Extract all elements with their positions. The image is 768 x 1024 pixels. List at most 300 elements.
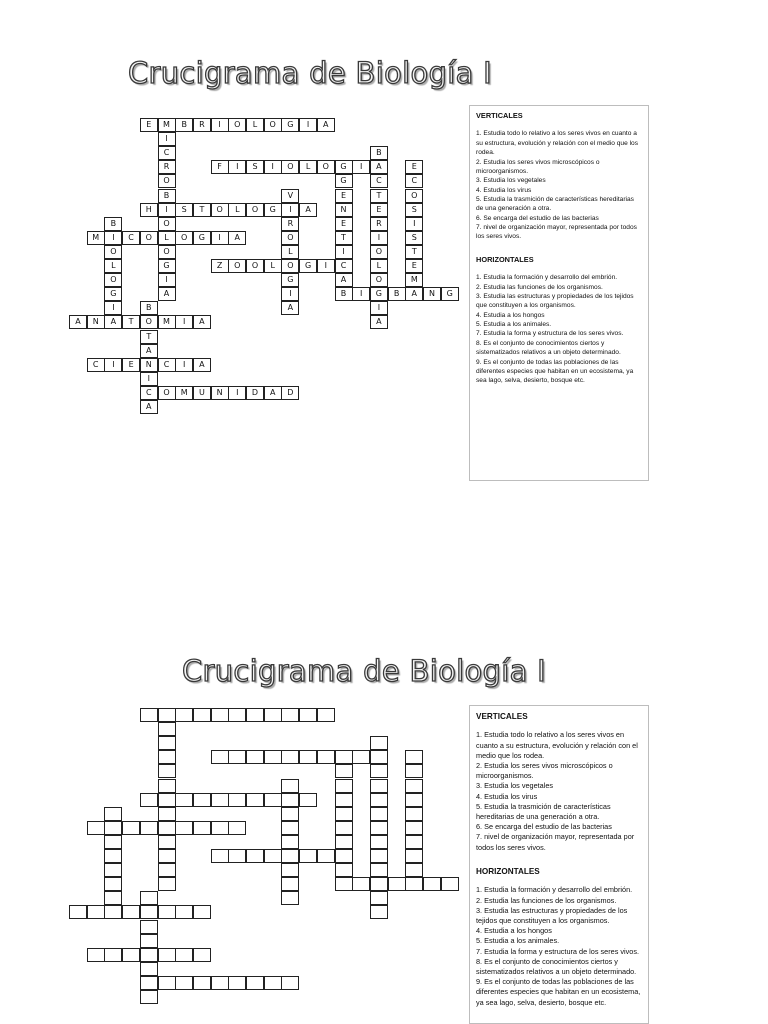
crossword-cell[interactable]: [281, 750, 299, 764]
crossword-cell[interactable]: [441, 877, 459, 891]
vertical-clue: 1. Estudia todo lo relativo a los seres vivos en cuanto a su estructura, evolución y relación con el medio que los rodea.: [476, 130, 639, 157]
crossword-cell: I: [175, 315, 193, 329]
crossword-cell[interactable]: [104, 891, 122, 905]
crossword-cell: M: [158, 315, 176, 329]
crossword-cell: B: [335, 287, 353, 301]
crossword-cell: I: [104, 301, 122, 315]
crossword-cell[interactable]: [370, 891, 388, 905]
crossword-cell[interactable]: [158, 793, 176, 807]
crossword-cell: B: [158, 189, 176, 203]
crossword-cell[interactable]: [335, 793, 353, 807]
crossword-cell[interactable]: [228, 708, 246, 722]
crossword-cell[interactable]: [122, 821, 140, 835]
puzzle-title-bottom: Crucigrama de Biología I: [181, 654, 547, 688]
crossword-cell[interactable]: [158, 877, 176, 891]
crossword-cell: O: [211, 203, 229, 217]
crossword-cell: S: [405, 203, 423, 217]
crossword-cell: T: [335, 231, 353, 245]
crossword-cell[interactable]: [246, 750, 264, 764]
crossword-cell[interactable]: [370, 877, 388, 891]
crossword-cell[interactable]: [104, 835, 122, 849]
crossword-cell[interactable]: [264, 750, 282, 764]
crossword-cell: V: [281, 189, 299, 203]
crossword-cell: L: [158, 231, 176, 245]
verticales-heading: VERTICALES: [476, 111, 523, 120]
crossword-cell: S: [405, 231, 423, 245]
crossword-cell: E: [335, 217, 353, 231]
crossword-cell: E: [405, 259, 423, 273]
verticales-list: [476, 129, 642, 241]
crossword-cell[interactable]: [405, 793, 423, 807]
vertical-clue: 3. Estudia los vegetales: [476, 177, 546, 185]
crossword-cell[interactable]: [104, 877, 122, 891]
crossword-cell[interactable]: [281, 779, 299, 793]
crossword-cell[interactable]: [335, 779, 353, 793]
crossword-cell: O: [246, 203, 264, 217]
crossword-cell[interactable]: [158, 750, 176, 764]
crossword-cell[interactable]: [281, 863, 299, 877]
vertical-clue: 4. Estudia los virus: [476, 791, 538, 801]
crossword-cell: N: [335, 203, 353, 217]
crossword-cell[interactable]: [405, 807, 423, 821]
horizontal-clue: 1. Estudia la formación y desarrollo del embrión.: [476, 274, 618, 282]
crossword-cell[interactable]: [335, 877, 353, 891]
crossword-cell: A: [158, 287, 176, 301]
crossword-cell: B: [370, 146, 388, 160]
crossword-cell[interactable]: [405, 750, 423, 764]
horizontal-clue: 2. Estudia las funciones de los organismos.: [476, 283, 603, 291]
crossword-cell: L: [281, 245, 299, 259]
crossword-cell: D: [281, 386, 299, 400]
crossword-cell[interactable]: [281, 976, 299, 990]
crossword-grid-solved: [0, 118, 470, 428]
crossword-cell: N: [140, 358, 158, 372]
crossword-cell[interactable]: [140, 891, 158, 905]
crossword-cell[interactable]: [193, 821, 211, 835]
crossword-cell[interactable]: [423, 877, 441, 891]
horizontal-clue: 1. Estudia la formación y desarrollo del embrión.: [476, 885, 633, 895]
crossword-cell: L: [370, 259, 388, 273]
crossword-cell: A: [140, 400, 158, 414]
crossword-cell[interactable]: [335, 807, 353, 821]
crossword-cell: G: [299, 259, 317, 273]
crossword-cell: T: [122, 315, 140, 329]
crossword-cell: T: [140, 330, 158, 344]
verticales-heading: VERTICALES: [476, 712, 528, 721]
crossword-cell: M: [175, 386, 193, 400]
crossword-cell[interactable]: [370, 835, 388, 849]
crossword-cell[interactable]: [299, 708, 317, 722]
crossword-cell[interactable]: [87, 905, 105, 919]
crossword-cell: E: [335, 189, 353, 203]
crossword-cell: N: [423, 287, 441, 301]
crossword-cell: L: [264, 259, 282, 273]
crossword-cell: C: [87, 358, 105, 372]
crossword-cell: B: [104, 217, 122, 231]
crossword-cell: I: [299, 118, 317, 132]
crossword-cell: T: [370, 189, 388, 203]
crossword-cell[interactable]: [228, 793, 246, 807]
crossword-cell[interactable]: [175, 948, 193, 962]
crossword-cell[interactable]: [281, 807, 299, 821]
horizontales-list: [476, 273, 642, 385]
horizontal-clue: 3. Estudia las estructuras y propiedades de los tejidos que constituyen a los organismos.: [476, 293, 634, 310]
crossword-cell[interactable]: [299, 849, 317, 863]
crossword-cell[interactable]: [158, 722, 176, 736]
horizontal-clue: 2. Estudia las funciones de los organismos.: [476, 895, 617, 905]
crossword-cell[interactable]: [158, 863, 176, 877]
crossword-cell[interactable]: [122, 905, 140, 919]
crossword-cell: T: [405, 245, 423, 259]
crossword-cell: O: [370, 245, 388, 259]
crossword-cell[interactable]: [246, 849, 264, 863]
horizontal-clue: 9. Es el conjunto de todas las poblaciones de las diferentes especies que habitan en un ecosistema, ya sea lago, selva, desierto, bosque etc.: [476, 358, 634, 385]
crossword-cell: E: [122, 358, 140, 372]
crossword-cell[interactable]: [158, 708, 176, 722]
crossword-cell: L: [246, 118, 264, 132]
crossword-cell[interactable]: [264, 849, 282, 863]
crossword-cell[interactable]: [104, 849, 122, 863]
crossword-cell: I: [228, 386, 246, 400]
crossword-cell: I: [228, 160, 246, 174]
crossword-cell: G: [281, 273, 299, 287]
crossword-cell[interactable]: [211, 793, 229, 807]
crossword-cell[interactable]: [388, 877, 406, 891]
horizontal-clue: 4. Estudia a los hongos: [476, 311, 545, 319]
crossword-cell: A: [405, 287, 423, 301]
crossword-cell[interactable]: [370, 779, 388, 793]
crossword-cell[interactable]: [335, 821, 353, 835]
crossword-cell[interactable]: [104, 863, 122, 877]
crossword-cell: I: [104, 358, 122, 372]
crossword-cell: I: [317, 259, 335, 273]
crossword-cell[interactable]: [370, 736, 388, 750]
crossword-cell[interactable]: [158, 764, 176, 778]
crossword-cell: G: [264, 203, 282, 217]
crossword-cell: I: [281, 203, 299, 217]
crossword-cell[interactable]: [211, 708, 229, 722]
crossword-cell: A: [370, 160, 388, 174]
vertical-clue: 5. Estudia la trasmición de características hereditarias de una generación a otra.: [476, 801, 611, 822]
crossword-cell: I: [211, 118, 229, 132]
crossword-cell[interactable]: [122, 948, 140, 962]
crossword-cell: M: [87, 231, 105, 245]
crossword-cell: I: [211, 231, 229, 245]
crossword-cell: G: [193, 231, 211, 245]
crossword-cell[interactable]: [264, 976, 282, 990]
crossword-grid-blank: [0, 708, 470, 1024]
crossword-cell: R: [193, 118, 211, 132]
crossword-cell[interactable]: [264, 708, 282, 722]
crossword-cell[interactable]: [370, 905, 388, 919]
crossword-cell[interactable]: [370, 863, 388, 877]
crossword-cell[interactable]: [246, 708, 264, 722]
crossword-cell: A: [299, 203, 317, 217]
horizontal-clue: 4. Estudia a los hongos: [476, 926, 552, 936]
crossword-cell[interactable]: [281, 849, 299, 863]
crossword-cell[interactable]: [140, 708, 158, 722]
crossword-cell: A: [317, 118, 335, 132]
crossword-cell: I: [405, 217, 423, 231]
crossword-cell[interactable]: [193, 905, 211, 919]
crossword-cell: O: [281, 160, 299, 174]
vertical-clue: 6. Se encarga del estudio de las bacterias: [476, 822, 612, 832]
crossword-cell: A: [264, 386, 282, 400]
crossword-cell: I: [158, 273, 176, 287]
crossword-cell[interactable]: [281, 821, 299, 835]
crossword-cell[interactable]: [335, 750, 353, 764]
crossword-cell: C: [370, 174, 388, 188]
horizontales-heading: HORIZONTALES: [476, 254, 534, 264]
crossword-cell[interactable]: [299, 750, 317, 764]
crossword-cell[interactable]: [264, 793, 282, 807]
crossword-cell[interactable]: [211, 849, 229, 863]
crossword-cell: N: [87, 315, 105, 329]
crossword-cell: O: [317, 160, 335, 174]
crossword-cell: N: [211, 386, 229, 400]
crossword-cell: I: [352, 160, 370, 174]
crossword-cell[interactable]: [140, 934, 158, 948]
crossword-cell[interactable]: [281, 708, 299, 722]
crossword-cell: G: [335, 160, 353, 174]
horizontal-clue: 8. Es el conjunto de conocimientos ciertos y sistematizados relativos a un objeto determinado.: [476, 956, 637, 976]
crossword-cell: O: [158, 174, 176, 188]
verticales-list: [476, 730, 642, 852]
crossword-cell[interactable]: [370, 807, 388, 821]
clues-panel-bottom: [469, 705, 649, 1024]
crossword-cell[interactable]: [158, 807, 176, 821]
crossword-cell: O: [140, 231, 158, 245]
crossword-cell[interactable]: [281, 835, 299, 849]
crossword-cell: E: [140, 118, 158, 132]
crossword-cell: O: [158, 386, 176, 400]
crossword-cell: I: [140, 372, 158, 386]
crossword-cell: G: [335, 174, 353, 188]
crossword-cell: O: [281, 231, 299, 245]
crossword-cell: O: [175, 231, 193, 245]
crossword-cell: I: [104, 231, 122, 245]
crossword-cell[interactable]: [175, 976, 193, 990]
vertical-clue: 2. Estudia los seres vivos microscópicos o microorganismos.: [476, 158, 600, 175]
crossword-cell[interactable]: [246, 976, 264, 990]
puzzle-title-top: Crucigrama de Biología I: [127, 56, 493, 90]
crossword-cell: A: [335, 273, 353, 287]
crossword-cell[interactable]: [352, 750, 370, 764]
crossword-cell[interactable]: [140, 990, 158, 1004]
crossword-cell[interactable]: [175, 905, 193, 919]
vertical-clue: 7. nivel de organización mayor, representada por todos los seres vivos.: [476, 224, 637, 241]
vertical-clue: 7. nivel de organización mayor, representada por todos los seres vivos.: [476, 832, 635, 852]
crossword-cell: A: [104, 315, 122, 329]
crossword-cell: I: [335, 245, 353, 259]
crossword-cell[interactable]: [405, 835, 423, 849]
horizontal-clue: 7. Estudia la forma y estructura de los seres vivos.: [476, 946, 640, 956]
crossword-cell[interactable]: [335, 835, 353, 849]
crossword-cell[interactable]: [281, 793, 299, 807]
crossword-cell: E: [405, 160, 423, 174]
vertical-clue: 5. Estudia la trasmición de características hereditarias de una generación a otra.: [476, 196, 634, 213]
horizontal-clue: 3. Estudia las estructuras y propiedades de los tejidos que constituyen a los organismos.: [476, 905, 628, 925]
crossword-cell[interactable]: [87, 948, 105, 962]
crossword-cell: G: [281, 118, 299, 132]
crossword-cell[interactable]: [69, 905, 87, 919]
crossword-cell[interactable]: [158, 849, 176, 863]
crossword-cell: M: [405, 273, 423, 287]
crossword-cell: D: [246, 386, 264, 400]
crossword-cell: L: [228, 203, 246, 217]
crossword-cell[interactable]: [281, 877, 299, 891]
crossword-cell[interactable]: [140, 793, 158, 807]
crossword-cell: A: [69, 315, 87, 329]
crossword-cell: C: [335, 259, 353, 273]
crossword-cell[interactable]: [299, 793, 317, 807]
crossword-cell[interactable]: [405, 877, 423, 891]
crossword-cell[interactable]: [193, 793, 211, 807]
crossword-cell: A: [370, 315, 388, 329]
vertical-clue: 1. Estudia todo lo relativo a los seres vivos en cuanto a su estructura, evolución y relación con el medio que los rodea.: [476, 730, 638, 760]
crossword-cell: O: [140, 315, 158, 329]
crossword-cell[interactable]: [211, 976, 229, 990]
crossword-cell: R: [370, 217, 388, 231]
crossword-cell: O: [405, 189, 423, 203]
crossword-cell[interactable]: [352, 877, 370, 891]
horizontal-clue: 7. Estudia la forma y estructura de los seres vivos.: [476, 330, 624, 338]
crossword-cell: I: [281, 287, 299, 301]
crossword-cell[interactable]: [158, 779, 176, 793]
crossword-cell: A: [281, 301, 299, 315]
crossword-cell[interactable]: [281, 891, 299, 905]
crossword-cell: O: [158, 245, 176, 259]
crossword-cell[interactable]: [104, 821, 122, 835]
crossword-cell[interactable]: [87, 821, 105, 835]
crossword-cell[interactable]: [370, 793, 388, 807]
crossword-cell[interactable]: [140, 920, 158, 934]
crossword-cell[interactable]: [405, 764, 423, 778]
crossword-cell: O: [246, 259, 264, 273]
horizontal-clue: 5. Estudia a los animales.: [476, 321, 552, 329]
crossword-cell[interactable]: [228, 849, 246, 863]
crossword-cell[interactable]: [370, 750, 388, 764]
crossword-cell[interactable]: [370, 764, 388, 778]
crossword-cell: C: [158, 358, 176, 372]
crossword-cell[interactable]: [370, 849, 388, 863]
crossword-cell[interactable]: [104, 807, 122, 821]
crossword-cell: C: [122, 231, 140, 245]
crossword-cell[interactable]: [211, 821, 229, 835]
crossword-cell: O: [158, 217, 176, 231]
crossword-cell: I: [158, 132, 176, 146]
vertical-clue: 2. Estudia los seres vivos microscópicos o microorganismos.: [476, 761, 613, 781]
crossword-cell[interactable]: [335, 764, 353, 778]
crossword-cell[interactable]: [317, 750, 335, 764]
crossword-cell: U: [193, 386, 211, 400]
crossword-cell: O: [228, 259, 246, 273]
crossword-cell: A: [228, 231, 246, 245]
crossword-cell: Z: [211, 259, 229, 273]
crossword-cell[interactable]: [193, 948, 211, 962]
horizontal-clue: 9. Es el conjunto de todas las poblaciones de las diferentes especies que habitan en un ecosistema, ya sea lago, selva, desierto, bosque etc.: [476, 977, 641, 1007]
crossword-cell[interactable]: [211, 750, 229, 764]
crossword-cell[interactable]: [158, 976, 176, 990]
crossword-cell: G: [370, 287, 388, 301]
crossword-cell: S: [246, 160, 264, 174]
crossword-cell: C: [158, 146, 176, 160]
crossword-cell: O: [228, 118, 246, 132]
crossword-cell[interactable]: [405, 821, 423, 835]
crossword-cell[interactable]: [228, 976, 246, 990]
crossword-cell: A: [193, 358, 211, 372]
crossword-cell[interactable]: [104, 905, 122, 919]
crossword-cell: M: [158, 118, 176, 132]
crossword-cell[interactable]: [158, 835, 176, 849]
crossword-cell[interactable]: [193, 976, 211, 990]
horizontales-heading: HORIZONTALES: [476, 866, 540, 876]
vertical-clue: 6. Se encarga del estudio de las bacterias: [476, 214, 599, 222]
crossword-cell: F: [211, 160, 229, 174]
crossword-cell: O: [104, 245, 122, 259]
crossword-cell: I: [158, 203, 176, 217]
crossword-cell: H: [140, 203, 158, 217]
crossword-cell[interactable]: [317, 849, 335, 863]
crossword-cell[interactable]: [317, 708, 335, 722]
crossword-cell: O: [264, 118, 282, 132]
crossword-cell[interactable]: [140, 905, 158, 919]
crossword-cell: G: [104, 287, 122, 301]
crossword-cell[interactable]: [193, 708, 211, 722]
crossword-cell[interactable]: [158, 905, 176, 919]
crossword-cell: I: [352, 287, 370, 301]
crossword-cell[interactable]: [405, 863, 423, 877]
clues-panel-top: [469, 105, 649, 481]
crossword-cell[interactable]: [104, 948, 122, 962]
crossword-cell[interactable]: [175, 793, 193, 807]
crossword-cell[interactable]: [140, 962, 158, 976]
horizontales-list: [476, 885, 642, 1007]
crossword-cell: G: [158, 259, 176, 273]
crossword-cell: L: [104, 259, 122, 273]
crossword-cell[interactable]: [246, 793, 264, 807]
crossword-cell[interactable]: [335, 849, 353, 863]
crossword-cell[interactable]: [140, 976, 158, 990]
crossword-cell[interactable]: [158, 948, 176, 962]
crossword-cell[interactable]: [175, 821, 193, 835]
crossword-cell[interactable]: [335, 863, 353, 877]
crossword-cell[interactable]: [158, 736, 176, 750]
crossword-cell[interactable]: [140, 821, 158, 835]
crossword-cell[interactable]: [228, 821, 246, 835]
crossword-cell: L: [299, 160, 317, 174]
crossword-cell: C: [405, 174, 423, 188]
crossword-cell: T: [193, 203, 211, 217]
crossword-cell[interactable]: [175, 708, 193, 722]
crossword-cell[interactable]: [405, 779, 423, 793]
crossword-cell: S: [175, 203, 193, 217]
vertical-clue: 4. Estudia los virus: [476, 186, 532, 194]
crossword-cell: A: [193, 315, 211, 329]
crossword-cell[interactable]: [228, 750, 246, 764]
crossword-cell: O: [104, 273, 122, 287]
crossword-cell[interactable]: [140, 948, 158, 962]
crossword-cell: G: [441, 287, 459, 301]
crossword-cell[interactable]: [158, 821, 176, 835]
crossword-cell: O: [281, 259, 299, 273]
horizontal-clue: 8. Es el conjunto de conocimientos ciertos y sistematizados relativos a un objeto determinado.: [476, 339, 621, 357]
crossword-cell[interactable]: [370, 821, 388, 835]
crossword-cell: O: [370, 273, 388, 287]
horizontal-clue: 5. Estudia a los animales.: [476, 936, 560, 946]
crossword-cell: I: [370, 301, 388, 315]
crossword-cell[interactable]: [405, 849, 423, 863]
